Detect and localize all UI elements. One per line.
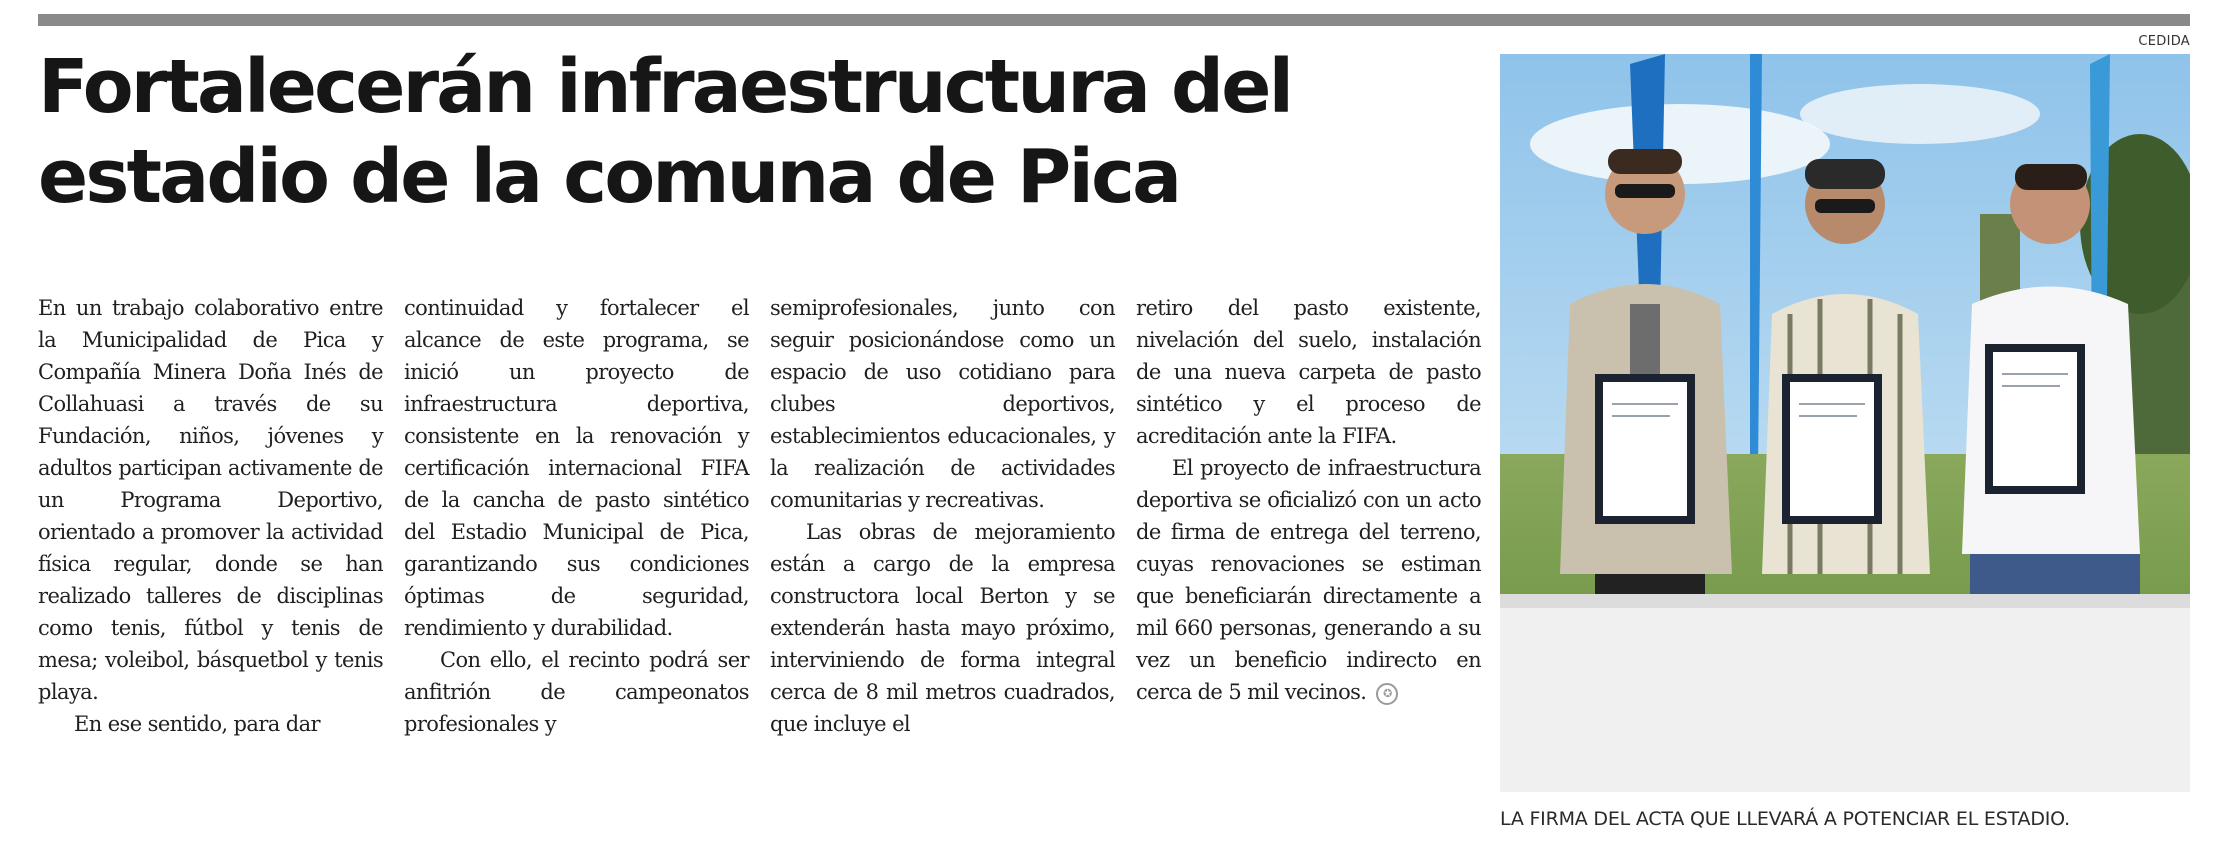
paragraph: continuidad y fortalecer el alcance de este programa, se inició un proyecto de infraestructura deportiva, consistente en la renovación y certificación internacional FIFA de la cancha de pasto sintético del Estadio Municipal de Pica, garantizando sus condiciones óptimas de seguridad, rendimiento y durabilidad.: [404, 296, 749, 640]
paragraph: En ese sentido, para dar: [74, 712, 320, 736]
photo-caption: LA FIRMA DEL ACTA QUE LLEVARÁ A POTENCIAR EL ESTADIO.: [1500, 808, 2070, 830]
headline-line-2: estadio de la comuna de Pica: [38, 134, 1180, 220]
photo-credit: CEDIDA: [2138, 34, 2190, 49]
paragraph: Con ello, el recinto podrá ser anfitrión de campeonatos profesionales y: [404, 648, 749, 736]
paragraph: En un trabajo colaborativo entre la Municipalidad de Pica y Compañía Minera Doña Inés de Collahuasi a través de su Fundación, niños, jóvenes y adultos participan activamente de un Programa Deportivo, orientado a promover la actividad física regular, donde se han realizado talleres de disciplinas como tenis, fútbol y tenis de mesa; voleibol, básquetbol y tenis playa.: [38, 296, 383, 704]
headline-line-1: Fortalecerán infraestructura del: [38, 44, 1292, 130]
paragraph-final: [1136, 452, 1481, 708]
paragraph: Las obras de mejoramiento están a cargo de la empresa constructora local Berton y se extenderán hasta mayo próximo, interviniendo de forma integral cerca de 8 mil metros cuadrados, que incluye el: [770, 520, 1115, 736]
article-column-4: [1136, 292, 1481, 708]
paragraph: retiro del pasto existente, nivelación del suelo, instalación de una nueva carpeta de pasto sintético y el proceso de acreditación ante la FIFA.: [1136, 296, 1481, 448]
signing-ceremony-icon: [1500, 54, 2190, 792]
headline: [38, 42, 1438, 222]
paragraph-final-text: El proyecto de infraestructura deportiva se oficializó con un acto de firma de entrega del terreno, cuyas renovaciones se estiman que beneficiarán directamente a mil 660 personas, generando a su vez un beneficio indirecto en cerca de 5 mil vecinos.: [1136, 456, 1481, 704]
end-of-article-icon: ✪: [1376, 683, 1398, 705]
article-column-2: [404, 292, 749, 740]
paragraph: semiprofesionales, junto con seguir posicionándose como un espacio de uso cotidiano para clubes deportivos, establecimientos educacionales, y la realización de actividades comunitarias y recreativas.: [770, 296, 1115, 512]
article-column-1: [38, 292, 383, 740]
top-rule: [38, 14, 2190, 26]
article-column-3: [770, 292, 1115, 740]
article-photo: [1500, 54, 2190, 792]
